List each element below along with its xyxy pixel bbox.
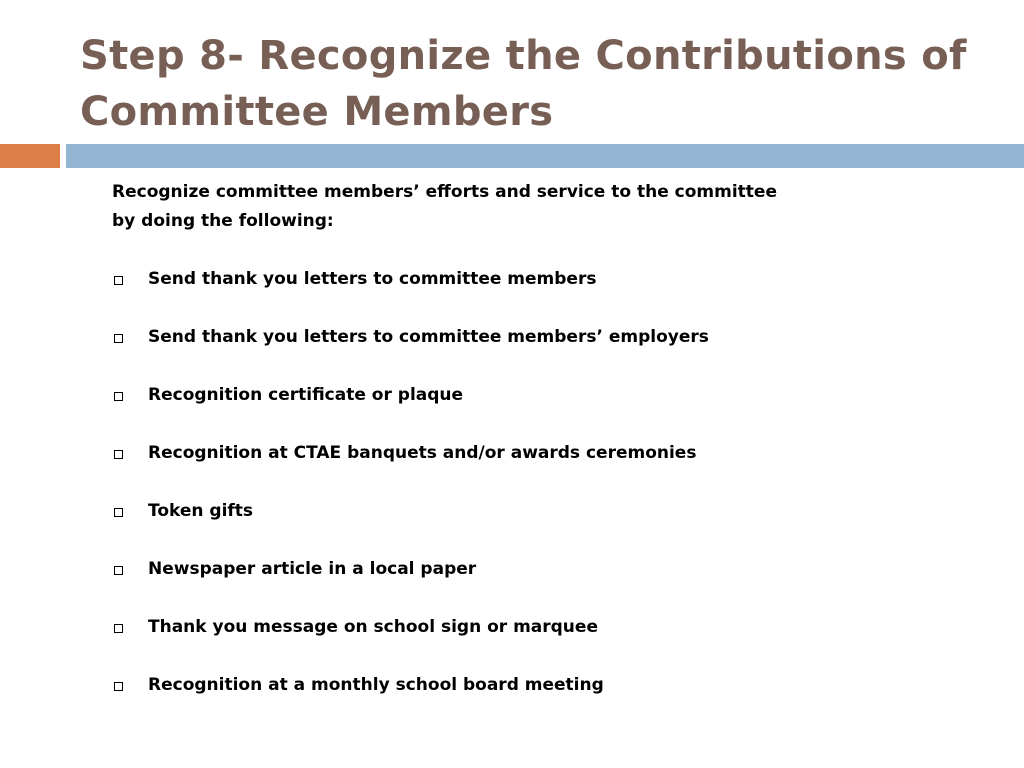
accent-bar-orange xyxy=(0,144,60,168)
list-item-label: Newspaper article in a local paper xyxy=(148,559,477,579)
list-item-label: Send thank you letters to committee members xyxy=(148,269,597,289)
list-item-label: Recognition at a monthly school board meeting xyxy=(148,675,604,695)
list-item xyxy=(112,613,812,671)
list-item xyxy=(112,323,812,381)
square-checkbox-icon xyxy=(114,566,123,575)
list-item-label: Token gifts xyxy=(148,501,254,521)
slide-title: Step 8- Recognize the Contributions of Committee Members xyxy=(80,33,967,135)
list-item-label: Send thank you letters to committee members’ employers xyxy=(148,327,709,347)
square-checkbox-icon xyxy=(114,682,123,691)
accent-bar-blue xyxy=(66,144,1024,168)
square-checkbox-icon xyxy=(114,392,123,401)
bullet-list xyxy=(112,265,812,729)
square-checkbox-icon xyxy=(114,450,123,459)
list-item xyxy=(112,671,812,729)
list-item xyxy=(112,555,812,613)
list-item xyxy=(112,497,812,555)
slide-content xyxy=(112,178,812,729)
intro-text: Recognize committee members’ efforts and service to the committee by doing the following: xyxy=(112,182,777,231)
list-item xyxy=(112,265,812,323)
square-checkbox-icon xyxy=(114,624,123,633)
list-item-label: Thank you message on school sign or marquee xyxy=(148,617,598,637)
square-checkbox-icon xyxy=(114,334,123,343)
list-item xyxy=(112,381,812,439)
square-checkbox-icon xyxy=(114,276,123,285)
square-checkbox-icon xyxy=(114,508,123,517)
list-item-label: Recognition certificate or plaque xyxy=(148,385,464,405)
list-item-label: Recognition at CTAE banquets and/or awards ceremonies xyxy=(148,443,697,463)
list-item xyxy=(112,439,812,497)
